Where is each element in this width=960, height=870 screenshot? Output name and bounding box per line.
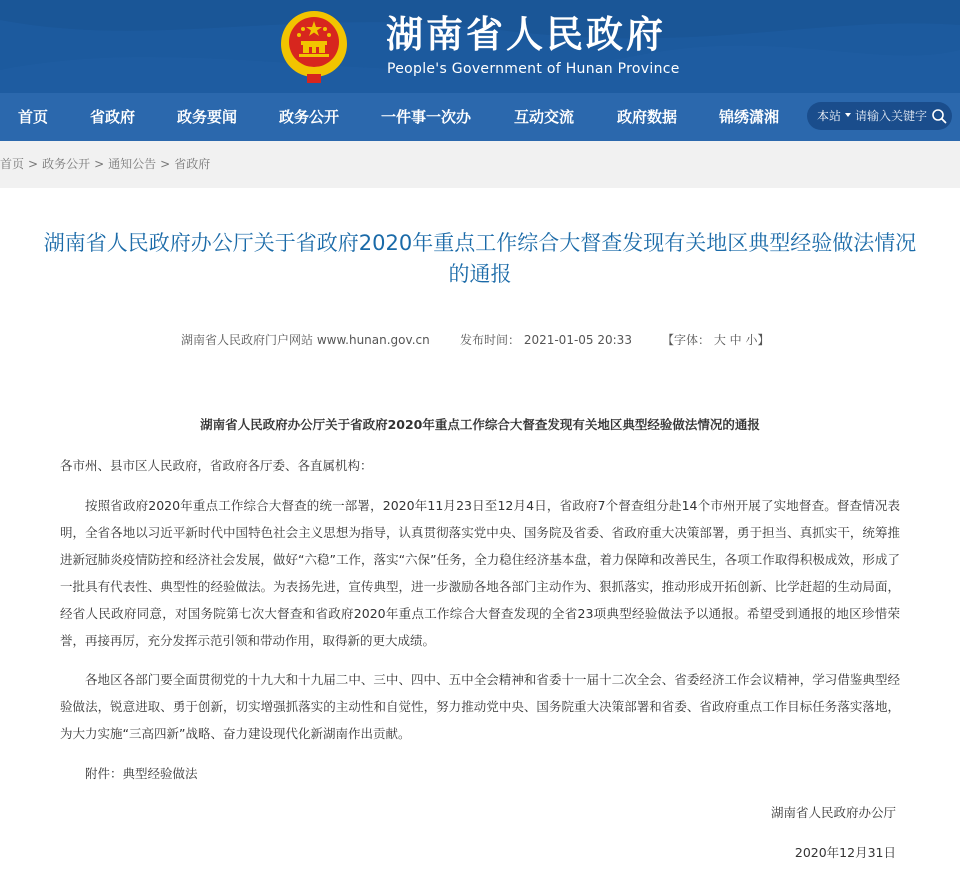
search-box <box>807 102 952 130</box>
search-scope-select[interactable]: 本站 <box>817 109 842 123</box>
article-source: 湖南省人民政府门户网站 www.hunan.gov.cn <box>181 333 430 347</box>
breadcrumb <box>0 141 210 188</box>
breadcrumb-separator: > <box>94 157 105 171</box>
nav-item-government-affairs[interactable]: 政务公开 <box>279 108 340 126</box>
breadcrumb-separator: > <box>160 157 171 171</box>
document-paragraph-2: 各地区各部门要全面贯彻党的十九大和十九届二中、三中、四中、五中全会精神和省委十一届十二次全会、省委经济工作会议精神，学习借鉴典型经验做法，锐意进取、勇于创新，切实增强抓落实的主动性和自觉性，努力推动党中央、国务院重大决策部署和省委、省政府重点工作目标任务落实落地，为大力实施“三高四新”战略、奋力建设现代化新湖南作出贡献。 <box>60 672 900 741</box>
breadcrumb-link-government-affairs[interactable]: 政务公开 <box>42 157 91 171</box>
search-icon[interactable] <box>931 108 947 124</box>
national-emblem-icon <box>279 8 349 86</box>
breadcrumb-link-home[interactable]: 首页 <box>0 157 25 171</box>
nav-item-home[interactable]: 首页 <box>18 108 49 126</box>
site-title: 湖南省人民政府 <box>386 13 666 56</box>
site-subtitle: People's Government of Hunan Province <box>387 61 680 77</box>
article-publish-time: 发布时间： 2021-01-05 20:33 <box>460 333 632 347</box>
site-header <box>0 0 960 93</box>
breadcrumb-link-provincial-government[interactable]: 省政府 <box>174 157 211 171</box>
nav-item-interaction[interactable]: 互动交流 <box>514 108 575 126</box>
chevron-down-icon[interactable] <box>845 113 851 117</box>
document-attachment: 附件：典型经验做法 <box>85 766 198 781</box>
document-heading: 湖南省人民政府办公厅关于省政府2020年重点工作综合大督查发现有关地区典型经验做法情况的通报 <box>200 417 760 432</box>
document-date: 2020年12月31日 <box>794 845 896 860</box>
nav-item-beautiful-hunan[interactable]: 锦绣潇湘 <box>719 108 780 126</box>
article-title: 湖南省人民政府办公厅关于省政府2020年重点工作综合大督查发现有关地区典型经验做法情况的通报 <box>43 231 917 286</box>
nav-item-government-news[interactable]: 政务要闻 <box>177 108 238 126</box>
document-signature: 湖南省人民政府办公厅 <box>770 805 896 820</box>
document-salutation: 各市州、县市区人民政府，省政府各厅委、各直属机构： <box>60 458 373 473</box>
document-paragraph-1: 按照省政府2020年重点工作综合大督查的统一部署，2020年11月23日至12月4日，省政府7个督查组分赴14个市州开展了实地督查。督查情况表明，全省各地以习近平新时代中国特色社会主义思想为指导，认真贯彻落实党中央、国务院及省委、省政府重大决策部署，勇于担当、真抓实干，统筹推进新冠肺炎疫情防控和经济社会发展，做好“六稳”工作，落实“六保”任务，全力稳住经济基本盘，着力保障和改善民生，各项工作取得积极成效，形成了一批具有代表性、典型性的经验做法。为表扬先进，宣传典型，进一步激励各地各部门主动作为、狠抓落实，推动形成开拓创新、比学赶超的生动局面，经省人民政府同意，对国务院第七次大督查和省政府2020年重点工作综合大督查发现的全省23项典型经验做法予以通报。希望受到通报的地区珍惜荣誉，再接再厉，充分发挥示范引领和带动作用，取得新的更大成绩。 <box>60 498 900 648</box>
nav-item-provincial-government[interactable]: 省政府 <box>90 108 136 126</box>
breadcrumb-link-notices[interactable]: 通知公告 <box>108 157 157 171</box>
font-size-switcher[interactable]: 【字体： 大 中 小】 <box>662 333 770 347</box>
breadcrumb-separator: > <box>28 157 39 171</box>
nav-item-government-data[interactable]: 政府数据 <box>617 108 678 126</box>
search-input[interactable] <box>855 106 933 126</box>
breadcrumb-bar <box>0 141 960 188</box>
nav-item-one-thing-once[interactable]: 一件事一次办 <box>381 108 472 126</box>
